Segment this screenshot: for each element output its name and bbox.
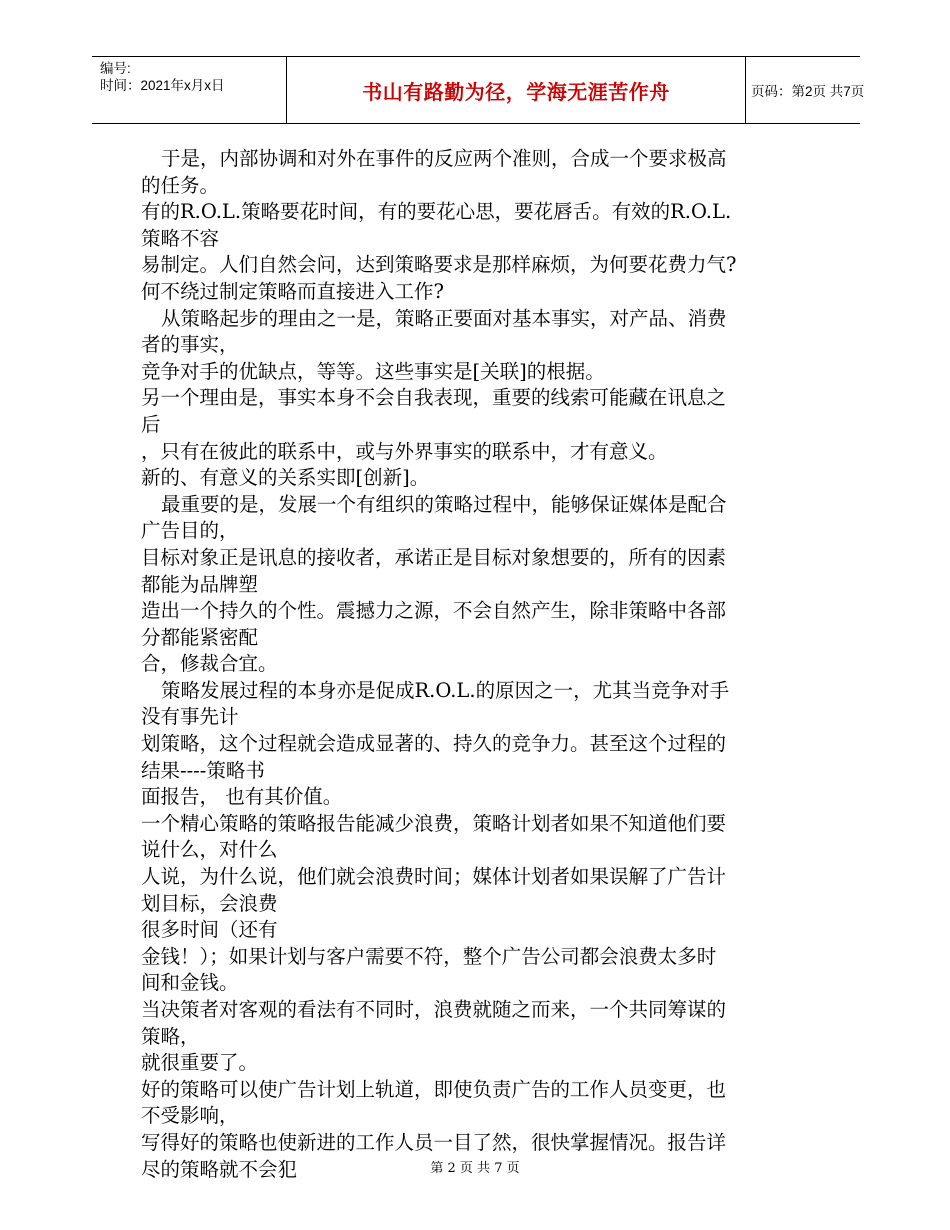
body-line: 广告目的，	[141, 519, 239, 543]
body-line: 后	[141, 412, 161, 436]
page-header	[92, 56, 865, 124]
body-line: 尽的策略就不会犯	[141, 1157, 298, 1181]
body-line: 分都能紧密配	[141, 625, 259, 649]
header-meta-cell	[92, 57, 286, 123]
body-line: 于是，内部协调和对外在事件的反应两个准则，合成一个要求极高	[161, 147, 727, 170]
body-line: 策略发展过程的本身亦是促成R.O.L.的原因之一，尤其当竞争对手	[161, 678, 730, 702]
body-line: 合，修裁合宜。	[141, 652, 278, 676]
body-line: 从策略起步的理由之一是，策略正要面对基本事实，对产品、消费	[161, 306, 727, 330]
page-footer: 第 2 页 共 7 页	[430, 1161, 520, 1176]
body-line: 易制定。人们自然会问，达到策略要求是那样麻烦，为何要花费力气?	[141, 253, 737, 277]
document-body	[141, 146, 801, 1183]
body-line: 结果----策略书	[141, 758, 265, 782]
body-line: 划策略，这个过程就会造成显著的、持久的竞争力。甚至这个过程的	[141, 732, 727, 756]
body-line: 就很重要了。	[141, 1051, 259, 1075]
body-line: 策略，	[141, 1024, 200, 1048]
header-page-cell	[745, 57, 865, 123]
header-motto: 书山有路勤为径，学海无涯苦作舟	[362, 79, 670, 104]
body-line: 造出一个持久的个性。震撼力之源，不会自然产生，除非策略中各部	[141, 599, 727, 623]
body-line: 没有事先计	[141, 705, 239, 729]
body-line: 划目标，会浪费	[141, 891, 278, 915]
body-line: 写得好的策略也使新进的工作人员一目了然，很快掌握情况。报告详	[141, 1130, 727, 1154]
body-line: 另一个理由是，事实本身不会自我表现，重要的线索可能藏在讯息之	[141, 386, 727, 410]
body-line: 最重要的是，发展一个有组织的策略过程中，能够保证媒体是配合	[161, 492, 727, 516]
body-line: 新的、有意义的关系实即[创新]。	[141, 466, 430, 490]
header-page-info: 页码：第2页 共7页	[751, 84, 865, 99]
body-line: 有的R.O.L.策略要花时间，有的要花心思，要花唇舌。有效的R.O.L.	[141, 200, 732, 224]
body-line: 好的策略可以使广告计划上轨道，即使负责广告的工作人员变更，也	[141, 1077, 727, 1101]
body-line: 人说，为什么说，他们就会浪费时间；媒体计划者如果误解了广告计	[141, 865, 727, 889]
body-line: 者的事实，	[141, 333, 239, 357]
body-line: 何不绕过制定策略而直接进入工作?	[141, 279, 444, 303]
body-line: 很多时间（还有	[141, 918, 278, 942]
body-line: 目标对象正是讯息的接收者，承诺正是目标对象想要的，所有的因素	[141, 545, 727, 569]
body-line: 间和金钱。	[141, 971, 239, 995]
body-line: 当决策者对客观的看法有不同时，浪费就随之而来，一个共同筹谋的	[141, 998, 727, 1021]
body-line: 的任务。	[141, 173, 220, 197]
body-line: 一个精心策略的策略报告能减少浪费，策略计划者如果不知道他们要	[141, 811, 727, 835]
body-line: 说什么，对什么	[141, 838, 278, 862]
body-line: 金钱！）；如果计划与客户需要不符，整个广告公司都会浪费太多时	[141, 944, 717, 968]
body-line: 策略不容	[141, 226, 220, 250]
header-motto-cell	[286, 57, 746, 123]
body-line: 都能为品牌塑	[141, 572, 259, 596]
body-line: ，只有在彼此的联系中，或与外界事实的联系中，才有意义。	[141, 439, 668, 463]
body-line: 面报告， 也有其价值。	[141, 785, 343, 809]
body-line: 竞争对手的优缺点，等等。这些事实是[关联]的根据。	[141, 359, 605, 383]
body-line: 不受影响，	[141, 1104, 239, 1128]
document-number-label: 编号:	[100, 61, 131, 76]
document-time-label: 时间：2021年x月x日	[100, 78, 225, 93]
